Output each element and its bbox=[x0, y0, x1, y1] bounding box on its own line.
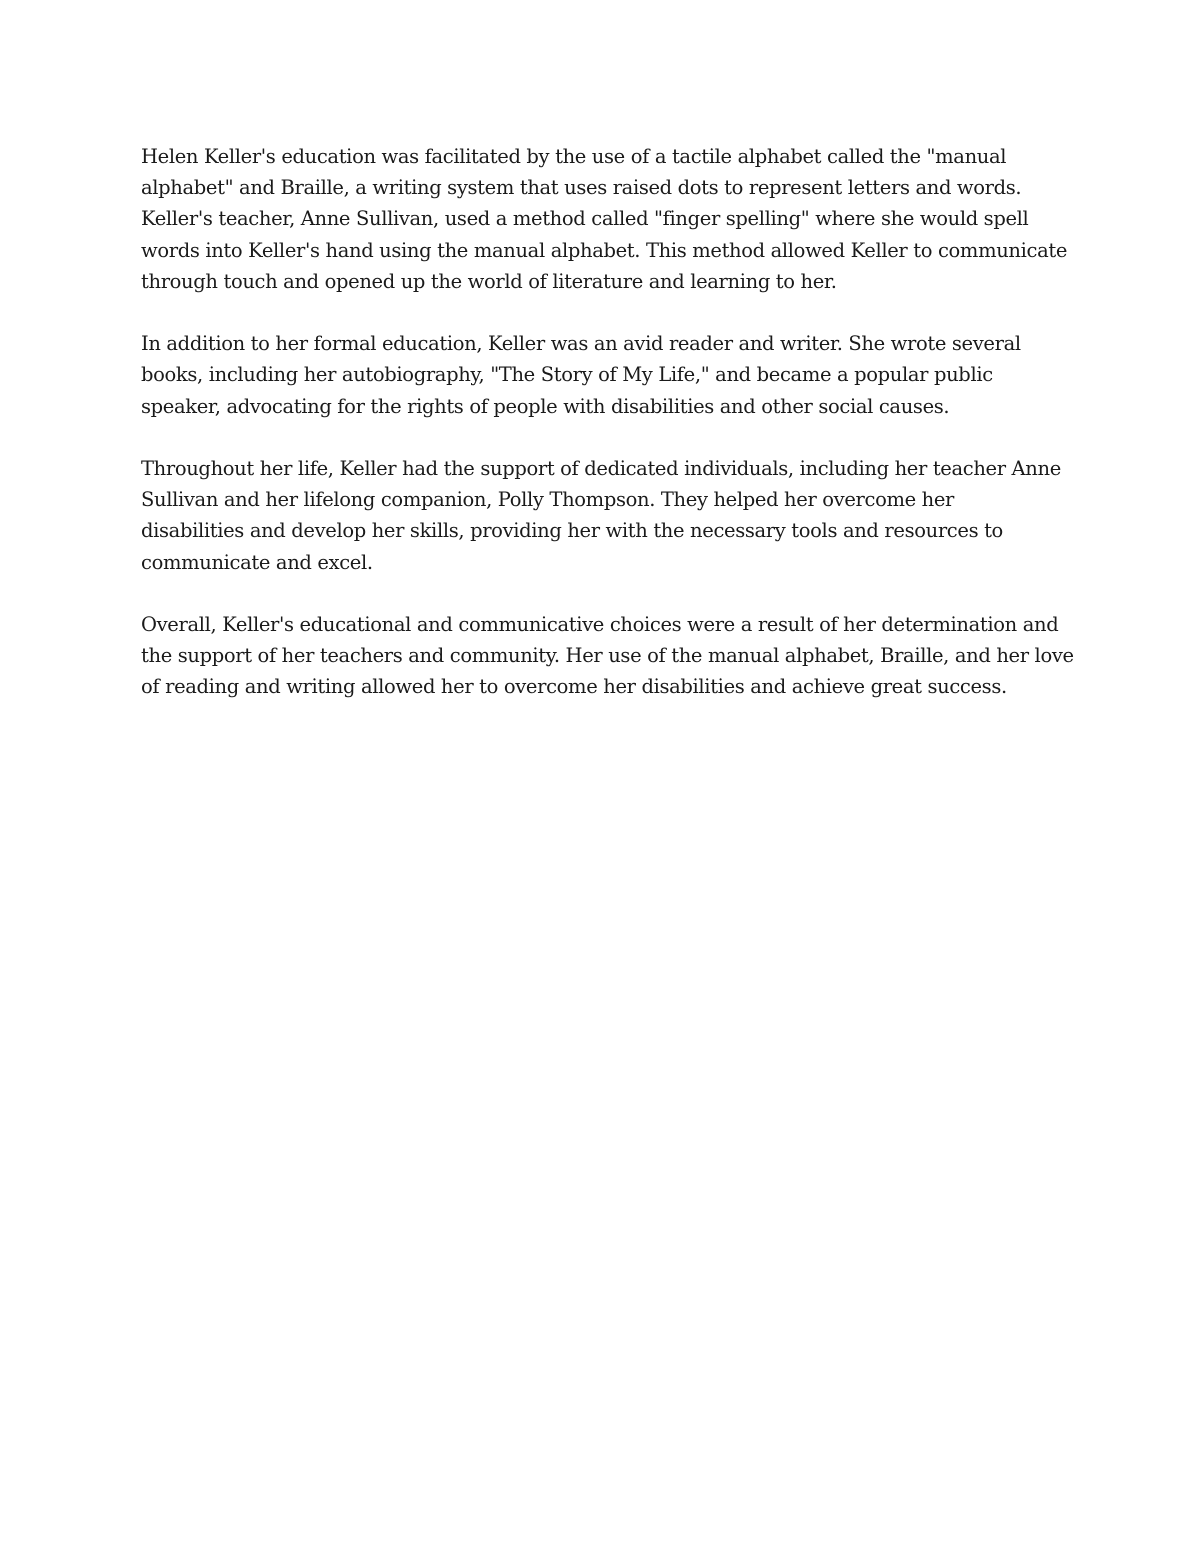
paragraph-line: Overall, Keller's educational and communicative choices were a result of her determination and bbox=[141, 613, 1059, 636]
document-body bbox=[141, 141, 1074, 734]
paragraph-1 bbox=[141, 141, 1066, 297]
paragraph-line: communicate and excel. bbox=[141, 550, 373, 574]
paragraph-line: of reading and writing allowed her to overcome her disabilities and achieve great success. bbox=[141, 675, 1007, 699]
paragraph-2 bbox=[141, 328, 1066, 422]
paragraph-line: books, including her autobiography, "The Story of My Life," and became a popular public bbox=[141, 363, 993, 387]
paragraph-4 bbox=[141, 609, 1074, 703]
paragraph-line: Helen Keller's education was facilitated by the use of a tactile alphabet called the "manual bbox=[141, 145, 1007, 168]
paragraph-line: Keller's teacher, Anne Sullivan, used a method called "finger spelling" where she would spell bbox=[141, 207, 1029, 231]
paragraph-line: disabilities and develop her skills, providing her with the necessary tools and resources to bbox=[141, 519, 1003, 543]
paragraph-line: In addition to her formal education, Keller was an avid reader and writer. She wrote several bbox=[141, 332, 1021, 356]
paragraph-line: Sullivan and her lifelong companion, Polly Thompson. They helped her overcome her bbox=[141, 488, 955, 512]
paragraph-3 bbox=[141, 453, 1066, 578]
paragraph-line: alphabet" and Braille, a writing system that uses raised dots to represent letters and words. bbox=[141, 176, 1022, 200]
paragraph-line: through touch and opened up the world of literature and learning to her. bbox=[141, 269, 837, 293]
paragraph-line: Throughout her life, Keller had the support of dedicated individuals, including her teacher Anne bbox=[141, 457, 1061, 480]
paragraph-line: the support of her teachers and community. Her use of the manual alphabet, Braille, and her love bbox=[141, 644, 1074, 668]
paragraph-line: words into Keller's hand using the manual alphabet. This method allowed Keller to communicate bbox=[141, 238, 1068, 262]
paragraph-line: speaker, advocating for the rights of people with disabilities and other social causes. bbox=[141, 394, 950, 418]
